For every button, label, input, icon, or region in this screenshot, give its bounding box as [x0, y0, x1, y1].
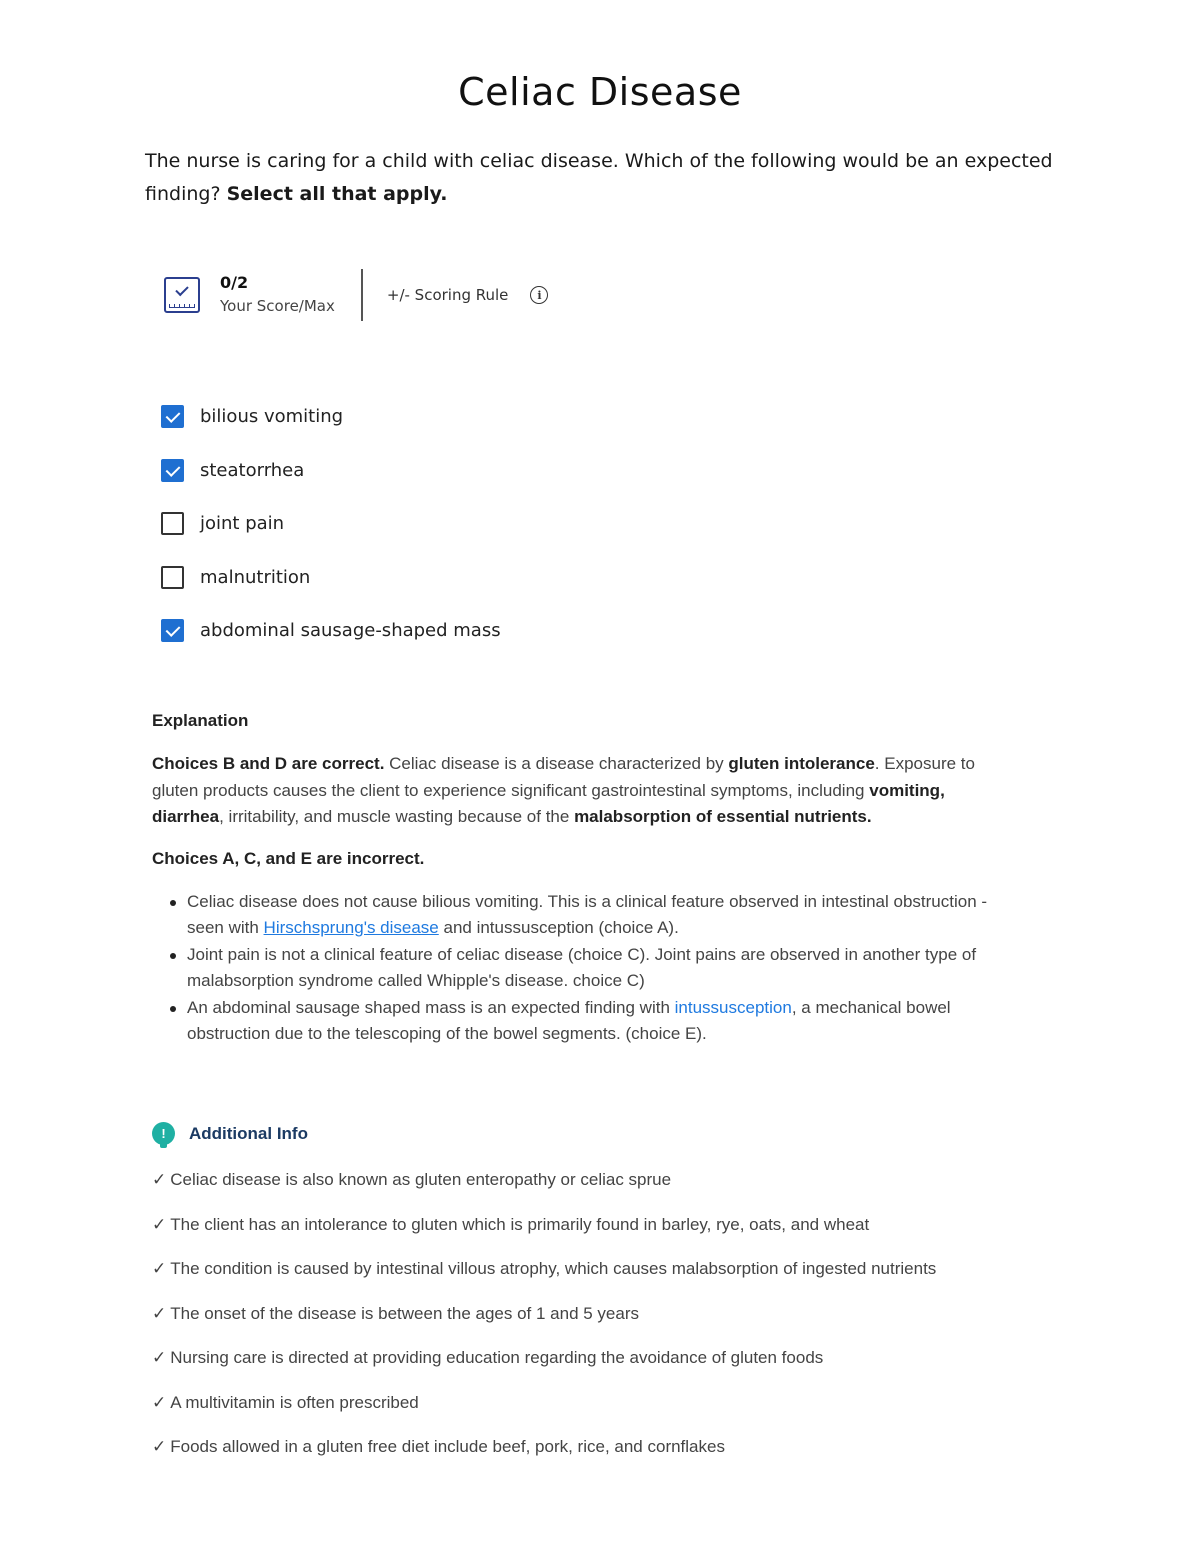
hirschsprung-link[interactable]: Hirschsprung's disease — [263, 918, 439, 937]
additional-info-section — [152, 1122, 1012, 1479]
info-text: Foods allowed in a gluten free diet include beef, pork, rice, and cornflakes — [170, 1437, 725, 1456]
checkbox-option-c[interactable] — [161, 512, 184, 535]
intussusception-link[interactable]: intussusception — [674, 997, 792, 1017]
explanation-section — [152, 711, 1012, 1048]
correct-lead: Choices B and D are correct. — [152, 754, 385, 773]
explanation-bold: gluten intolerance — [728, 754, 875, 773]
question-text — [145, 145, 1085, 211]
incorrect-list — [170, 889, 1012, 1048]
list-item — [170, 995, 1012, 1048]
score-divider — [361, 269, 363, 321]
checkmark-icon: ✓ — [152, 1170, 167, 1189]
explanation-heading: Explanation — [152, 711, 249, 730]
list-item — [152, 1301, 1012, 1328]
list-item — [152, 1167, 1012, 1194]
explanation-bold: malabsorption of essential nutrients. — [574, 807, 872, 826]
list-item — [152, 1212, 1012, 1239]
checkmark-icon: ✓ — [152, 1303, 167, 1323]
scoring-rule — [387, 286, 549, 304]
list-item — [152, 1256, 1012, 1283]
option-label: joint pain — [200, 513, 285, 535]
info-text: Celiac disease is also known as gluten enteropathy or celiac sprue — [170, 1170, 672, 1189]
checkmark-icon: ✓ — [152, 1348, 167, 1367]
answer-option[interactable] — [161, 551, 501, 605]
option-label: bilious vomiting — [200, 406, 344, 428]
additional-info-header — [152, 1122, 1012, 1145]
additional-info-title: Additional Info — [189, 1123, 308, 1143]
explanation-correct-paragraph — [152, 751, 1012, 831]
answer-option[interactable] — [161, 390, 501, 444]
list-item — [170, 889, 1012, 942]
lightbulb-icon: ! — [152, 1122, 175, 1145]
answer-options — [161, 390, 501, 658]
list-item — [152, 1434, 1012, 1461]
checkbox-option-d[interactable] — [161, 566, 184, 589]
list-item-text: Joint pain is not a clinical feature of celiac disease (choice C). Joint pains are observed in another type of malabsorption syndrome called Whipple's disease. choice C) — [187, 944, 977, 990]
list-item — [152, 1390, 1012, 1417]
list-item-text: and intussusception (choice A). — [438, 918, 679, 937]
checkbox-option-e[interactable] — [161, 619, 184, 642]
answer-option[interactable] — [161, 604, 501, 658]
answer-option[interactable] — [161, 444, 501, 498]
checkmark-icon: ✓ — [152, 1214, 167, 1234]
list-item-text: , a mechanical bowel obstruction due to the telescoping of the bowel segments. (choice E). — [187, 997, 951, 1043]
list-item-text: An abdominal sausage shaped mass is an expected finding with — [187, 997, 675, 1017]
info-icon[interactable]: i — [530, 286, 548, 304]
checkmark-icon: ✓ — [152, 1437, 167, 1456]
info-text: The onset of the disease is between the ages of 1 and 5 years — [170, 1303, 640, 1323]
explanation-text: , irritability, and muscle wasting because of the — [219, 807, 575, 826]
checkmark-icon: ✓ — [152, 1392, 167, 1412]
question-stem: The nurse is caring for a child with celiac disease. Which of the following would be an expected finding? — [145, 150, 1053, 205]
explanation-text: Celiac disease is a disease characterized by — [384, 754, 729, 773]
option-label: malnutrition — [200, 566, 311, 588]
answer-option[interactable] — [161, 497, 501, 551]
score-panel — [164, 268, 548, 322]
info-text: The client has an intolerance to gluten which is primarily found in barley, rye, oats, and wheat — [170, 1214, 870, 1234]
score-label: Your Score/Max — [220, 297, 335, 315]
score-value: 0/2 — [220, 273, 249, 292]
list-item — [170, 942, 1012, 995]
option-label: abdominal sausage-shaped mass — [200, 620, 501, 642]
explanation-text: . Exposure to gluten products causes the client to experience significant gastrointestinal symptoms, including — [152, 754, 975, 800]
score-checklist-icon — [164, 277, 200, 313]
checkbox-option-b[interactable] — [161, 459, 184, 482]
scoring-rule-label: +/- Scoring Rule — [386, 286, 509, 304]
checkmark-icon: ✓ — [152, 1259, 167, 1278]
info-text: Nursing care is directed at providing education regarding the avoidance of gluten foods — [170, 1348, 824, 1367]
list-item — [152, 1345, 1012, 1372]
checkbox-option-a[interactable] — [161, 405, 184, 428]
question-instruction: Select all that apply. — [226, 183, 448, 205]
score-summary — [220, 272, 335, 318]
list-item-text: Celiac disease does not cause bilious vomiting. This is a clinical feature observed in intestinal obstruction - seen with — [187, 891, 988, 937]
incorrect-heading: Choices A, C, and E are incorrect. — [152, 848, 425, 868]
info-text: A multivitamin is often prescribed — [170, 1392, 419, 1412]
explanation-bold: vomiting, diarrhea — [152, 780, 945, 826]
page-title: Celiac Disease — [458, 70, 742, 114]
option-label: steatorrhea — [200, 459, 305, 481]
info-text: The condition is caused by intestinal villous atrophy, which causes malabsorption of ingested nutrients — [170, 1259, 937, 1278]
